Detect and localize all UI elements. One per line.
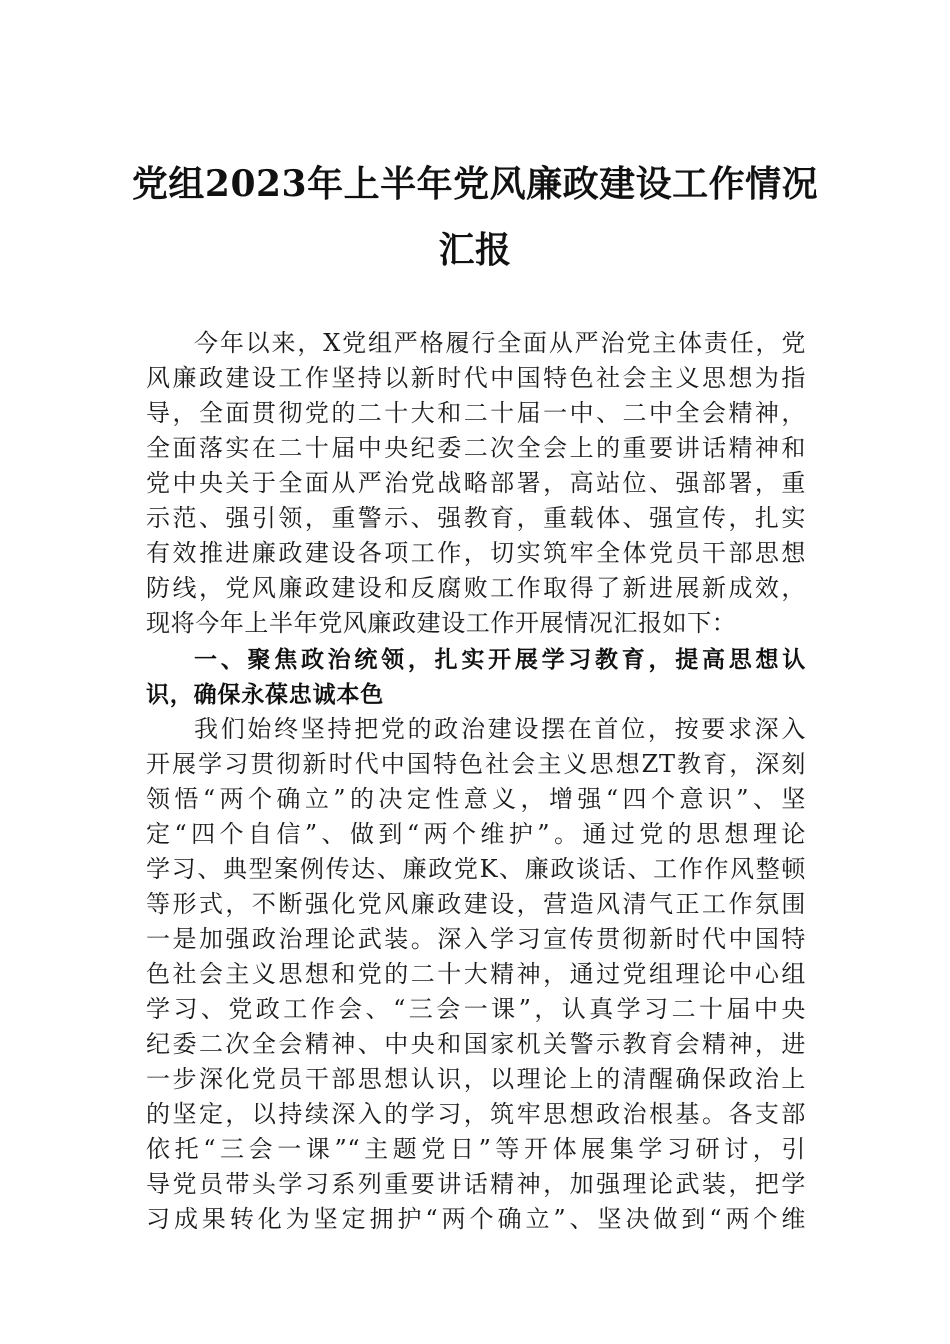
intro-paragraph-line: 防线，党风廉政建设和反腐败工作取得了新进展新成效， [146,574,806,602]
intro-paragraph-line: 现将今年上半年党风廉政建设工作开展情况汇报如下： [146,609,737,637]
intro-paragraph-line: 全面落实在二十届中央纪委二次全会上的重要讲话精神和 [146,434,806,462]
section-1-body-line: 导党员带头学习系列重要讲话精神，加强理论武装，把学 [146,1170,806,1198]
section-1-body-line: 的坚定，以持续深入的学习，筑牢思想政治根基。各支部 [146,1100,806,1128]
intro-paragraph-line: 有效推进廉政建设各项工作，切实筑牢全体党员干部思想 [146,539,806,567]
section-1-body-line: 依托“三会一课”“主题党日”等开体展集学习研讨，引 [146,1135,806,1163]
section-1-body-line: 纪委二次全会精神、中央和国家机关警示教育会精神，进 [146,1030,806,1058]
section-1-heading-line: 一、聚焦政治统领，扎实开展学习教育，提高思想认 [194,647,806,673]
section-1-body-line: 开展学习贯彻新时代中国特色社会主义思想ZT教育，深刻 [146,750,806,778]
section-1-body-line: 定“四个自信”、做到“两个维护”。通过党的思想理论 [146,820,806,848]
section-1-body-line: 领悟“两个确立”的决定性意义，增强“四个意识”、坚 [146,785,806,813]
intro-paragraph-line: 示范、强引领，重警示、强教育，重载体、强宣传，扎实 [146,504,806,532]
intro-paragraph-line: 党中央关于全面从严治党战略部署，高站位、强部署，重 [146,469,806,497]
section-1-body-line: 等形式，不断强化党风廉政建设，营造风清气正工作氛围 [146,890,806,918]
section-1-body-line: 学习、典型案例传达、廉政党K、廉政谈话、工作作风整顿 [146,855,806,883]
section-1-body-line: 学习、党政工作会、“三会一课”，认真学习二十届中央 [146,995,806,1023]
intro-paragraph-line: 导，全面贯彻党的二十大和二十届一中、二中全会精神， [146,399,806,427]
intro-paragraph-line: 风廉政建设工作坚持以新时代中国特色社会主义思想为指 [146,364,806,392]
section-1-body-line: 一是加强政治理论武装。深入学习宣传贯彻新时代中国特 [146,925,806,953]
section-1-heading-line: 识，确保永葆忠诚本色 [146,682,384,708]
document-title-line-1: 党组2023年上半年党风廉政建设工作情况 [131,163,819,205]
section-1-body-line: 我们始终坚持把党的政治建设摆在首位，按要求深入 [194,715,806,743]
intro-paragraph-line: 今年以来，X党组严格履行全面从严治党主体责任，党 [194,329,806,357]
section-1-body-line: 习成果转化为坚定拥护“两个确立”、坚决做到“两个维 [146,1205,806,1233]
section-1-body-line: 色社会主义思想和党的二十大精神，通过党组理论中心组 [146,960,806,988]
document-title-line-2: 汇报 [438,229,512,271]
section-1-body-line: 一步深化党员干部思想认识，以理论上的清醒确保政治上 [146,1065,806,1093]
